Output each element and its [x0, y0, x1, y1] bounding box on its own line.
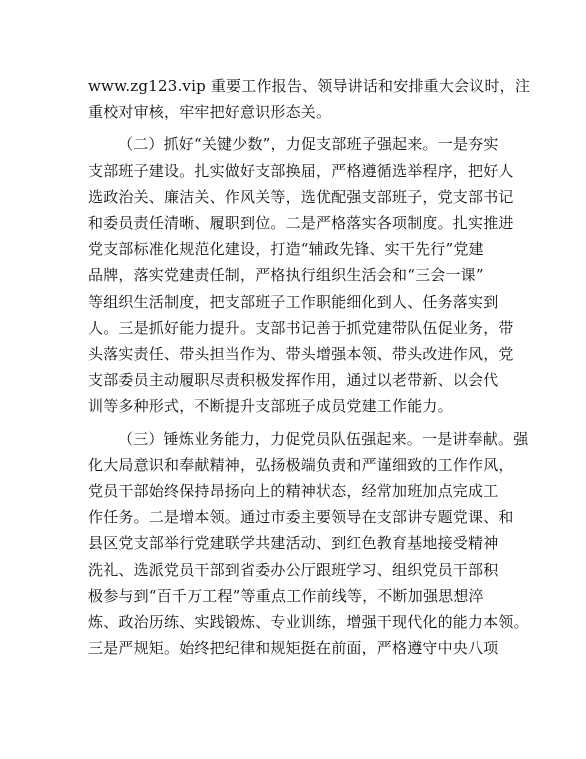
text-line: 化大局意识和奉献精神，弘扬极端负责和严谨细致的工作作风， [88, 455, 514, 474]
text-line: www.zg123.vip 重要工作报告、领导讲话和安排重大会议时，注 [88, 77, 531, 95]
text-line: 炼、政治历练、实践锻炼、专业训练，增强干现代化的能力本领。 [88, 613, 529, 632]
text-line: 等组织生活制度，把支部班子工作职能细化到人、任务落实到 [88, 292, 499, 311]
text-line: 选政治关、廉洁关、作风关等，选优配强支部班子，党支部书记 [88, 187, 514, 206]
text-line: 县区党支部举行党建联学共建活动、到红色教育基地接受精神 [88, 534, 499, 553]
text-line: 洗礼、选派党员干部到省委办公厅跟班学习、组织党员干部积 [88, 560, 499, 579]
document-body [88, 73, 531, 667]
text-line: 党员干部始终保持昂扬向上的精神状态，经常加班加点完成工 [88, 482, 499, 501]
text-line: 头落实责任、带头担当作为、带头增强本领、带头改进作风，党 [88, 345, 514, 364]
text-line: 训等多种形式，不断提升支部班子成员党建工作能力。 [88, 397, 453, 416]
text-line: 党支部标准化规范化建设，打造“辅政先锋、实干先行”党建 [88, 240, 484, 259]
text-line: 支部委员主动履职尽责积极发挥作用，通过以老带新、以会代 [88, 371, 499, 390]
paragraph-3 [88, 426, 529, 662]
paragraph-2 [88, 131, 514, 419]
paragraph-1 [88, 73, 531, 125]
text-line: 品牌，落实党建责任制，严格执行组织生活会和“三会一课” [88, 266, 484, 285]
text-line: （二）抓好“关键少数”，力促支部班子强起来。一是夯实 [118, 135, 499, 154]
text-line: 人。三是抓好能力提升。支部书记善于抓党建带队伍促业务，带 [88, 318, 514, 337]
text-line: 三是严规矩。始终把纪律和规矩挺在前面，严格遵守中央八项 [88, 639, 499, 658]
text-line: 作任务。二是增本领。通过市委主要领导在支部讲专题党课、和 [88, 508, 514, 527]
text-line: （三）锤炼业务能力，力促党员队伍强起来。一是讲奉献。强 [118, 429, 529, 448]
text-line: 重校对审核，牢牢把好意识形态关。 [88, 103, 332, 122]
text-line: 极参与到“百千万工程”等重点工作前线等，不断加强思想淬 [88, 586, 484, 605]
text-line: 支部班子建设。扎实做好支部换届，严格遵循选举程序，把好人 [88, 161, 514, 180]
text-line: 和委员责任清晰、履职到位。二是严格落实各项制度。扎实推进 [88, 214, 514, 233]
